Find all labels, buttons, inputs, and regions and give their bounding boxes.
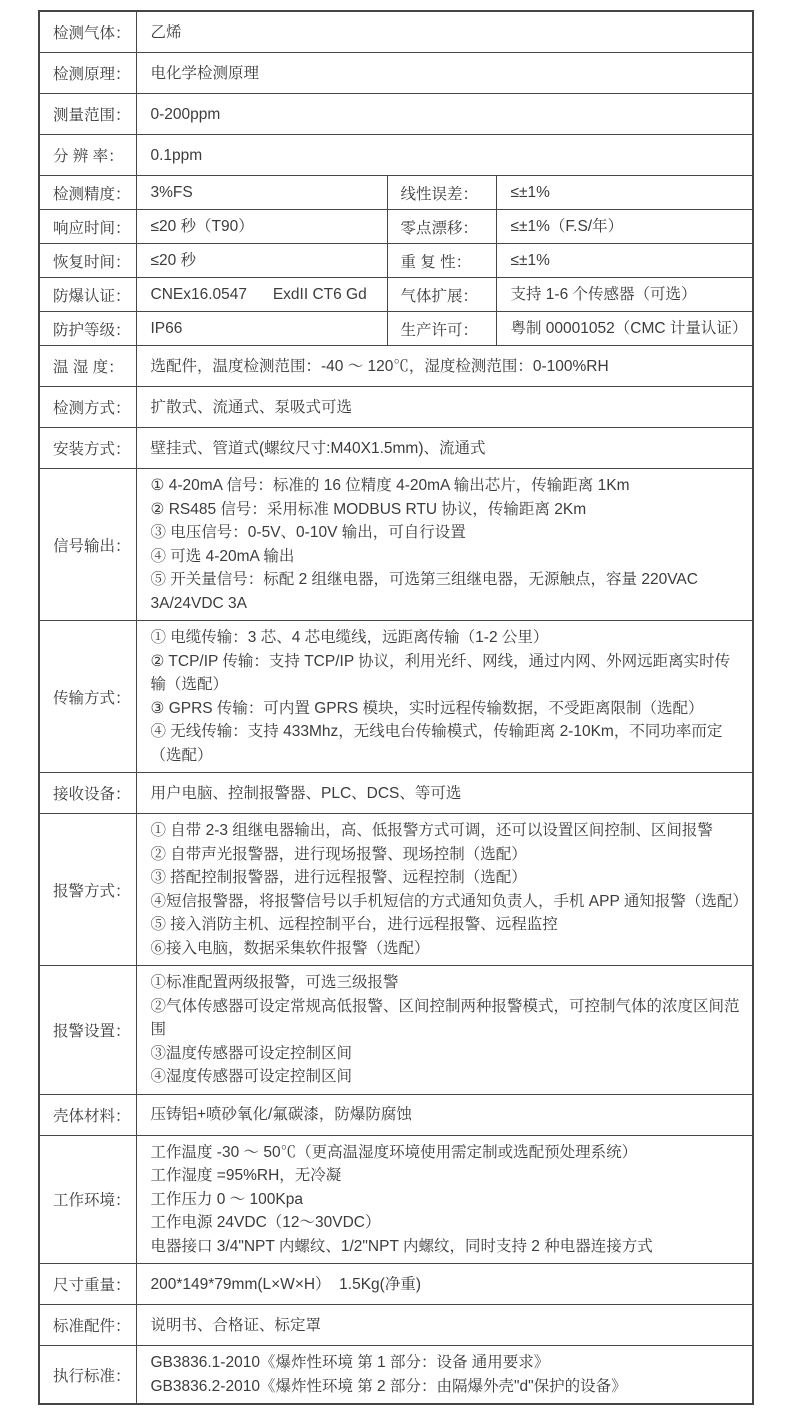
row-value: 用户电脑、控制报警器、PLC、DCS、等可选 bbox=[136, 773, 753, 814]
table-row bbox=[39, 621, 753, 773]
spec-line: ④湿度传感器可设定控制区间 bbox=[150, 1068, 353, 1085]
row-label: 测量范围： bbox=[39, 94, 136, 135]
row-value: 200*149*79mm(L×W×H） 1.5Kg(净重) bbox=[136, 1264, 753, 1305]
spec-line: ① 4-20mA 信号：标准的 16 位精度 4-20mA 输出芯片，传输距离 1Km bbox=[150, 477, 630, 494]
table-row bbox=[39, 966, 753, 1095]
row-label: 传输方式： bbox=[39, 621, 136, 773]
table-row bbox=[39, 244, 753, 278]
row-label-2: 线性误差： bbox=[387, 176, 496, 210]
spec-line: 工作压力 0 ～ 100Kpa bbox=[150, 1190, 303, 1208]
spec-line: ②气体传感器可设定常规高低报警、区间控制两种报警模式，可控制气体的浓度区间范围 bbox=[150, 997, 740, 1038]
row-label: 工作环境： bbox=[39, 1135, 136, 1264]
spec-line: ④ 可选 4-20mA 输出 bbox=[150, 547, 295, 565]
row-value: CNEx16.0547 ExdII CT6 Gd bbox=[136, 278, 387, 312]
table-row bbox=[39, 1094, 753, 1135]
spec-line: GB3836.1-2010《爆炸性环境 第 1 部分：设备 通用要求》 bbox=[150, 1354, 550, 1371]
spec-line: ① 电缆传输：3 芯、4 芯电缆线，远距离传输（1-2 公里） bbox=[150, 629, 549, 646]
spec-line: ② 自带声光报警器，进行现场报警、现场控制（选配） bbox=[150, 845, 527, 863]
spec-line: 工作湿度 =95%RH，无冷凝 bbox=[150, 1167, 342, 1184]
spec-line: ③ GPRS 传输：可内置 GPRS 模块，实时远程传输数据，不受距离限制（选配） bbox=[150, 699, 704, 717]
row-value: IP66 bbox=[136, 312, 387, 346]
row-value bbox=[136, 469, 753, 621]
row-value bbox=[136, 621, 753, 773]
row-label: 执行标准： bbox=[39, 1346, 136, 1405]
table-row bbox=[39, 278, 753, 312]
row-value: 0.1ppm bbox=[136, 135, 753, 176]
row-label: 检测气体： bbox=[39, 11, 136, 53]
spec-line: ③ 电压信号：0-5V、0-10V 输出，可自行设置 bbox=[150, 524, 466, 541]
row-label-2: 气体扩展： bbox=[387, 278, 496, 312]
row-value: 扩散式、流通式、泵吸式可选 bbox=[136, 387, 753, 428]
spec-line: ⑤ 接入消防主机、远程控制平台，进行远程报警、远程监控 bbox=[150, 916, 558, 933]
row-value-2: ≤±1%（F.S/年） bbox=[496, 210, 753, 244]
row-value: 壁挂式、管道式(螺纹尺寸:M40X1.5mm)、流通式 bbox=[136, 428, 753, 469]
spec-line: ③ 搭配控制报警器，进行远程报警、远程控制（选配） bbox=[150, 869, 527, 886]
spec-line: ⑤ 开关量信号：标配 2 组继电器，可选第三组继电器，无源触点，容量 220VAC 3A/24VDC 3A bbox=[150, 571, 703, 612]
row-value: 选配件，温度检测范围：-40 ～ 120℃，湿度检测范围：0-100%RH bbox=[136, 346, 753, 387]
table-row bbox=[39, 346, 753, 387]
table-row bbox=[39, 11, 753, 53]
row-label: 检测方式： bbox=[39, 387, 136, 428]
row-value-2: 粤制 00001052（CMC 计量认证） bbox=[496, 312, 753, 346]
row-value: 说明书、合格证、标定罩 bbox=[136, 1305, 753, 1346]
spec-table bbox=[38, 10, 754, 1405]
row-label: 信号输出： bbox=[39, 469, 136, 621]
row-value: 压铸铝+喷砂氧化/氟碳漆，防爆防腐蚀 bbox=[136, 1094, 753, 1135]
table-row bbox=[39, 428, 753, 469]
row-label: 报警设置： bbox=[39, 966, 136, 1095]
table-row bbox=[39, 387, 753, 428]
table-row bbox=[39, 210, 753, 244]
row-value-2: 支持 1-6 个传感器（可选） bbox=[496, 278, 753, 312]
table-row bbox=[39, 469, 753, 621]
row-value: 乙烯 bbox=[136, 11, 753, 53]
table-row bbox=[39, 1264, 753, 1305]
row-value-2: ≤±1% bbox=[496, 176, 753, 210]
spec-line: ③温度传感器可设定控制区间 bbox=[150, 1044, 353, 1062]
row-label: 温 湿 度： bbox=[39, 346, 136, 387]
row-label: 防爆认证： bbox=[39, 278, 136, 312]
spec-line: ①标准配置两级报警，可选三级报警 bbox=[150, 974, 399, 991]
spec-line: ④短信报警器，将报警信号以手机短信的方式通知负责人，手机 APP 通知报警（选配） bbox=[150, 892, 748, 910]
spec-table-body bbox=[39, 11, 753, 1404]
row-label: 标准配件： bbox=[39, 1305, 136, 1346]
spec-line: ① 自带 2-3 组继电器输出，高、低报警方式可调，还可以设置区间控制、区间报警 bbox=[150, 822, 713, 839]
row-label: 恢复时间： bbox=[39, 244, 136, 278]
table-row bbox=[39, 53, 753, 94]
table-row bbox=[39, 1135, 753, 1264]
spec-line: ② TCP/IP 传输：支持 TCP/IP 协议，利用光纤、网线，通过内网、外网远距离实时传输（选配） bbox=[150, 652, 731, 693]
spec-line: ② RS485 信号：采用标准 MODBUS RTU 协议，传输距离 2Km bbox=[150, 500, 587, 518]
table-row bbox=[39, 176, 753, 210]
row-label: 壳体材料： bbox=[39, 1094, 136, 1135]
row-value: ≤20 秒（T90） bbox=[136, 210, 387, 244]
row-label: 安装方式： bbox=[39, 428, 136, 469]
row-value: ≤20 秒 bbox=[136, 244, 387, 278]
row-label: 响应时间： bbox=[39, 210, 136, 244]
table-row bbox=[39, 135, 753, 176]
table-row bbox=[39, 773, 753, 814]
table-row bbox=[39, 1346, 753, 1405]
spec-line: ④ 无线传输：支持 433Mhz，无线电台传输模式，传输距离 2-10Km，不同功率而定（选配） bbox=[150, 723, 723, 764]
row-label: 尺寸重量： bbox=[39, 1264, 136, 1305]
row-label: 检测原理： bbox=[39, 53, 136, 94]
spec-line: 工作电源 24VDC（12～30VDC） bbox=[150, 1214, 381, 1231]
row-label-2: 零点漂移： bbox=[387, 210, 496, 244]
table-row bbox=[39, 814, 753, 966]
row-value bbox=[136, 966, 753, 1095]
row-label: 分 辨 率： bbox=[39, 135, 136, 176]
row-label-2: 生产许可： bbox=[387, 312, 496, 346]
row-value: 电化学检测原理 bbox=[136, 53, 753, 94]
spec-line: GB3836.2-2010《爆炸性环境 第 2 部分：由隔爆外壳"d"保护的设备》 bbox=[150, 1377, 627, 1395]
row-value: 3%FS bbox=[136, 176, 387, 210]
row-value bbox=[136, 814, 753, 966]
spec-line: 电器接口 3/4"NPT 内螺纹、1/2"NPT 内螺纹，同时支持 2 种电器连接方式 bbox=[150, 1237, 653, 1255]
row-value bbox=[136, 1135, 753, 1264]
spec-line: 工作温度 -30 ～ 50℃（更高温湿度环境使用需定制或选配预处理系统） bbox=[150, 1143, 638, 1161]
row-label: 报警方式： bbox=[39, 814, 136, 966]
row-label: 防护等级： bbox=[39, 312, 136, 346]
row-value bbox=[136, 1346, 753, 1405]
spec-line: ⑥接入电脑，数据采集软件报警（选配） bbox=[150, 939, 430, 957]
row-value-2: ≤±1% bbox=[496, 244, 753, 278]
row-value: 0-200ppm bbox=[136, 94, 753, 135]
table-row bbox=[39, 312, 753, 346]
table-row bbox=[39, 1305, 753, 1346]
table-row bbox=[39, 94, 753, 135]
row-label-2: 重 复 性： bbox=[387, 244, 496, 278]
row-label: 接收设备： bbox=[39, 773, 136, 814]
row-label: 检测精度： bbox=[39, 176, 136, 210]
